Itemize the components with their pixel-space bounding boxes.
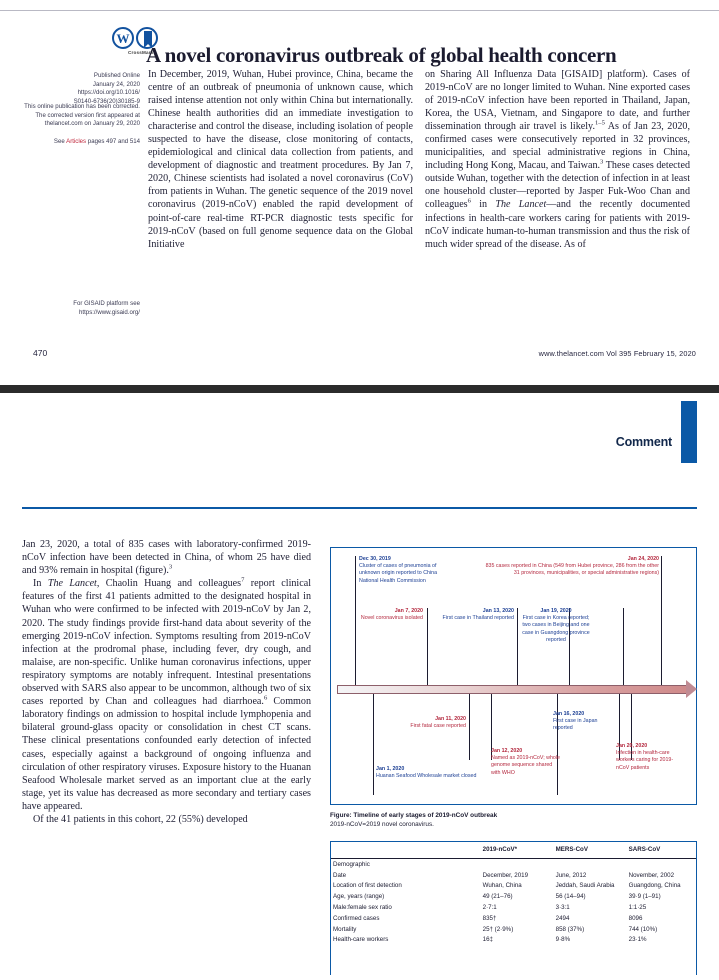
table-group-row [331,859,696,870]
page-separator [0,385,719,393]
page-footer-citation: www.thelancet.com Vol 395 February 15, 2020 [538,349,696,358]
row-value: Wuhan, China [482,882,522,890]
row-value: 56 (14–94) [555,893,586,901]
comparison-table [330,841,697,975]
row-value: 835† [482,914,497,922]
ref-7[interactable]: 7 [241,576,245,584]
row-value: 2494 [555,914,570,922]
figure-caption-title: Figure: Timeline of early stages of 2019-nCoV outbreak [330,812,498,819]
table-row [331,902,696,913]
gisaid-text: For GISAID platform see https://www.gisaid.org/ [73,300,140,316]
p2-b: , Chaolin Huang and colleagues [96,578,242,590]
row-label: Male:female sex ratio [333,904,392,912]
event-date: Jan 20, 2020 [616,743,648,749]
header-rule [0,10,719,11]
event-date: Jan 1, 2020 [376,766,405,772]
col2-seg-e: —and the recently documented infections in health-care workers caring for patients with 2019-nCoV indicate human-to-human transmission and thus the risk of much wider spread of the disease. As of [425,199,691,250]
event-text: 835 cases reported in China (549 from Hubei province, 286 from the other 31 provinces, municipalities, or special administrative regions) [485,563,659,577]
tick-jan24 [661,556,662,685]
ref-6[interactable]: 6 [467,198,471,206]
th-blank [331,842,481,859]
row-value: November, 2002 [628,871,675,879]
table-body [331,859,696,946]
table-row [331,891,696,902]
articles-link[interactable]: Articles [66,138,87,145]
table-row [331,881,696,892]
published-online-text: Published Online January 24, 2020 https://doi.org/10.1016/ S0140-6736(20)30185-9 [73,72,140,105]
p2-c: report clinical features of the first 41 patients admitted to the designated hospital in Wuhan who were confirmed to be infected with 2019-nCoV by Jan 2, 2020. The study findings provide first-hand data about severity of the emerging 2019-nCoV infection. Symptoms resulting from 2019-nCoV infection at the prodromal phase, including fever, dry cough, and malaise, are non-specific. Unlike human coronavirus infections, upper respiratory symptoms are notably infrequent. Intestinal presentations observed with SARS also appear to be uncommon, although two of six cases reported by Chan and colleagues had diarrhoea. [22,578,312,708]
event-text: First case in Korea reported; two cases in Beijing and one case in Guangdong province reported [522,615,590,643]
margin-note-correction [20,103,140,129]
figure-caption-note: 2019-nCoV=2019 novel coronavirus. [330,821,434,829]
event-jan-7-2020 [337,608,423,622]
row-value: 9·8% [555,936,571,944]
event-jan-13-2020 [441,608,514,622]
row-value: 2·7:1 [482,904,497,912]
event-date: Dec 30, 2019 [359,556,391,562]
table-row [331,924,696,935]
row-label: Confirmed cases [333,914,380,922]
event-text: First case in Thailand reported [442,615,514,622]
event-dec-30-2019 [359,556,457,585]
tick-jan1 [373,694,374,795]
th-mers-cov: MERS-CoV [555,846,588,853]
col2-seg-d: in [470,199,496,211]
group-label: Demographic [333,860,370,868]
timeline-arrowhead [686,680,697,698]
row-label: Location of first detection [333,882,402,890]
th-sars-cov: SARS-CoV [628,846,661,853]
page-number: 470 [33,348,48,358]
event-date: Jan 24, 2020 [627,556,659,562]
event-jan-24-2020 [481,556,659,578]
row-value: 744 (10%) [628,925,658,933]
page-top-spacer [0,0,719,8]
crossmark-w-icon: W [112,27,134,49]
col2-seg-b: As of Jan 23, 2020, confirmed cases were consecutively reported in 32 provinces, municipalities, and special administrative regions in China, including Hong Kong, Macau, and Taiwan. [425,121,690,172]
journal-name-italic-2: The Lancet [47,578,97,590]
figure-caption [330,811,700,829]
ref-3b[interactable]: 3 [168,563,173,571]
row-value: December, 2019 [482,871,529,879]
event-text: Huanan Seafood Wholesale market closed [376,773,477,780]
event-date: Jan 12, 2020 [491,748,523,754]
event-jan-20-2020 [616,743,684,772]
row-label: Health-care workers [333,936,389,944]
page470-column-2 [425,68,690,251]
row-value: 16‡ [482,936,493,944]
section-color-tab [681,401,697,463]
col2-seg-a: on Sharing All Influenza Data [GISAID] platform). Cases of 2019-nCoV are no longer limited to Wuhan. Nine exported cases of 2019-nCoV infection have been reported in Thailand, Japan, Korea, the USA, Vietnam, and Singapore to date, and further dissemination through air travel is likely. [425,69,690,133]
p2-a: In [33,578,48,590]
comment-column-1 [22,538,311,826]
article-title: A novel coronavirus outbreak of global health concern [146,43,617,68]
event-jan-16-2020 [553,711,613,733]
table-row [331,870,696,881]
event-text: Infection in health-care workers caring for 2019-nCoV patients [616,750,674,771]
journal-page-comment [0,393,719,980]
event-jan-12-2020 [491,748,561,777]
margin-note-gisaid[interactable] [20,300,140,317]
ref-1-5[interactable]: 1–5 [594,119,605,127]
see-suffix: pages 497 and 514 [86,138,140,145]
figure-timeline [330,547,697,805]
timeline-axis [337,685,687,694]
row-value: 1:1·25 [628,904,647,912]
event-text: Named as 2019-nCoV; whole genome sequence shared with WHO [491,755,560,776]
row-value: Jeddah, Saudi Arabia [555,882,615,890]
row-value: Guangdong, China [628,882,681,890]
margin-note-published-online [20,72,140,106]
row-value: 39·9 (1–91) [628,893,661,901]
paragraph-2 [22,577,311,813]
tick-jan19b [623,608,624,685]
crossmark-label: CrossMark [128,50,154,55]
row-label: Age, years (range) [333,893,385,901]
paragraph-3: Of the 41 patients in this cohort, 22 (55%) developed [33,813,248,825]
row-value: 858 (37%) [555,925,585,933]
see-prefix: See [53,138,67,145]
tick-jan7 [427,608,428,685]
event-text: Cluster of cases of pneumonia of unknown origin reported to China National Health Commission [359,563,438,584]
tick-jan11 [469,694,470,760]
journal-page-470 [0,0,719,385]
row-value: 23·1% [628,936,647,944]
running-head-comment: Comment [615,435,672,449]
tick-jan12 [557,694,558,795]
ref-6b[interactable]: 6 [263,694,268,702]
journal-name-italic: The Lancet [495,199,547,211]
row-value: 8096 [628,914,643,922]
event-date: Jan 13, 2020 [482,608,514,614]
paragraph-1 [22,538,311,577]
event-jan-11-2020 [409,716,466,730]
event-date: Jan 16, 2020 [553,711,585,717]
p1-text: Jan 23, 2020, a total of 835 cases with laboratory-confirmed 2019-nCoV infection have been detected in China, of whom 25 have died and 93% remain in hospital (figure). [22,539,311,577]
table-header-row [331,842,696,859]
event-date: Jan 19, 2020 [540,608,572,614]
event-jan-19-2020 [521,608,591,644]
row-value: 49 (21–76) [482,893,513,901]
table-row [331,934,696,945]
event-date: Jan 7, 2020 [394,608,423,614]
event-text: First fatal case reported [410,723,466,730]
event-text: First case in Japan reported [553,718,598,732]
correction-text: This online publication has been corrected. The corrected version first appeared at thelancet.com on January 29, 2020 [24,103,140,128]
row-label: Mortality [333,925,357,933]
col2-seg-c: These cases detected outside Wuhan, together with the detection of infection in at least one household cluster—reported by Jasper Fuk-Woo Chan and colleagues [425,160,690,211]
th-2019-ncov: 2019-nCoV* [482,846,518,853]
section-rule [22,507,697,509]
tick-jan13 [517,608,518,685]
margin-note-see-articles [20,138,140,147]
page470-column-1: In December, 2019, Wuhan, Hubei province, China, became the centre of an outbreak of pneumonia of unknown cause, which raised intense attention not only within China but internationally. Chinese health authorities did an immediate investigation to characterise and control the disease, including isolation of people suspected to have the disease, close monitoring of contacts, epidemiological and clinical data collection from patients, and development of diagnostic and treatment procedures. By Jan 7, 2020, Chinese scientists had isolated a novel coronavirus (CoV) from patients in Wuhan. The genetic sequence of the 2019 novel coronavirus (2019-nCoV) enabled the rapid development of point-of-care real-time RT-PCR diagnostic tests specific for 2019-nCoV (based on full genome sequence data on the Global Initiative [148,69,413,250]
event-text: Novel coronavirus isolated [360,615,423,622]
p2-d: Common laboratory findings on admission to hospital include lymphopenia and bilateral ground-glass opacity or consolidation in chest CT scans. These clinical presentations confounded early detection of infected cases, especially against a background of ongoing influenza and circulation of other respiratory viruses. Exposure history to the Huanan Seafood Wholesale market served as an important clue at the early stage, yet its value has decreased as more secondary and tertiary cases have appeared. [22,696,311,812]
event-date: Jan 11, 2020 [435,716,466,722]
row-value: 25† (2·9%) [482,925,514,933]
row-label: Date [333,871,347,879]
ref-3[interactable]: 3 [600,158,604,166]
row-value: June, 2012 [555,871,587,879]
row-value: 3·3:1 [555,904,570,912]
event-jan-1-2020 [376,766,486,780]
table-row [331,913,696,924]
